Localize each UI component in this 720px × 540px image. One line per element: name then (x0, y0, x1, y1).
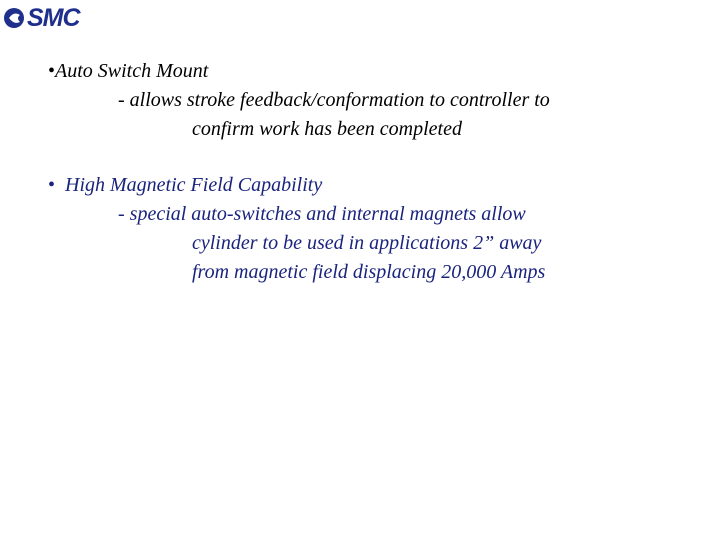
bullet-2-title: High Magnetic Field Capability (65, 174, 323, 196)
smc-logo-icon (3, 3, 27, 33)
bullet-2-line-1: - special auto-switches and internal magnets allow (118, 203, 526, 225)
bullet-1-line-2: confirm work has been completed (192, 118, 462, 140)
bullet-1-line-1: - allows stroke feedback/conformation to controller to (118, 89, 550, 111)
bullet-1-heading (48, 59, 208, 83)
bullet-marker: • (48, 174, 56, 196)
bullet-2-line-2: cylinder to be used in applications 2” away (192, 232, 542, 254)
bullet-1-title: Auto Switch Mount (55, 60, 209, 82)
bullet-marker: • (48, 60, 56, 82)
bullet-2-line-3: from magnetic field displacing 20,000 Amps (192, 261, 546, 283)
smc-logo (3, 3, 95, 33)
logo-text: SMC (27, 4, 80, 32)
bullet-2-heading (48, 173, 322, 197)
